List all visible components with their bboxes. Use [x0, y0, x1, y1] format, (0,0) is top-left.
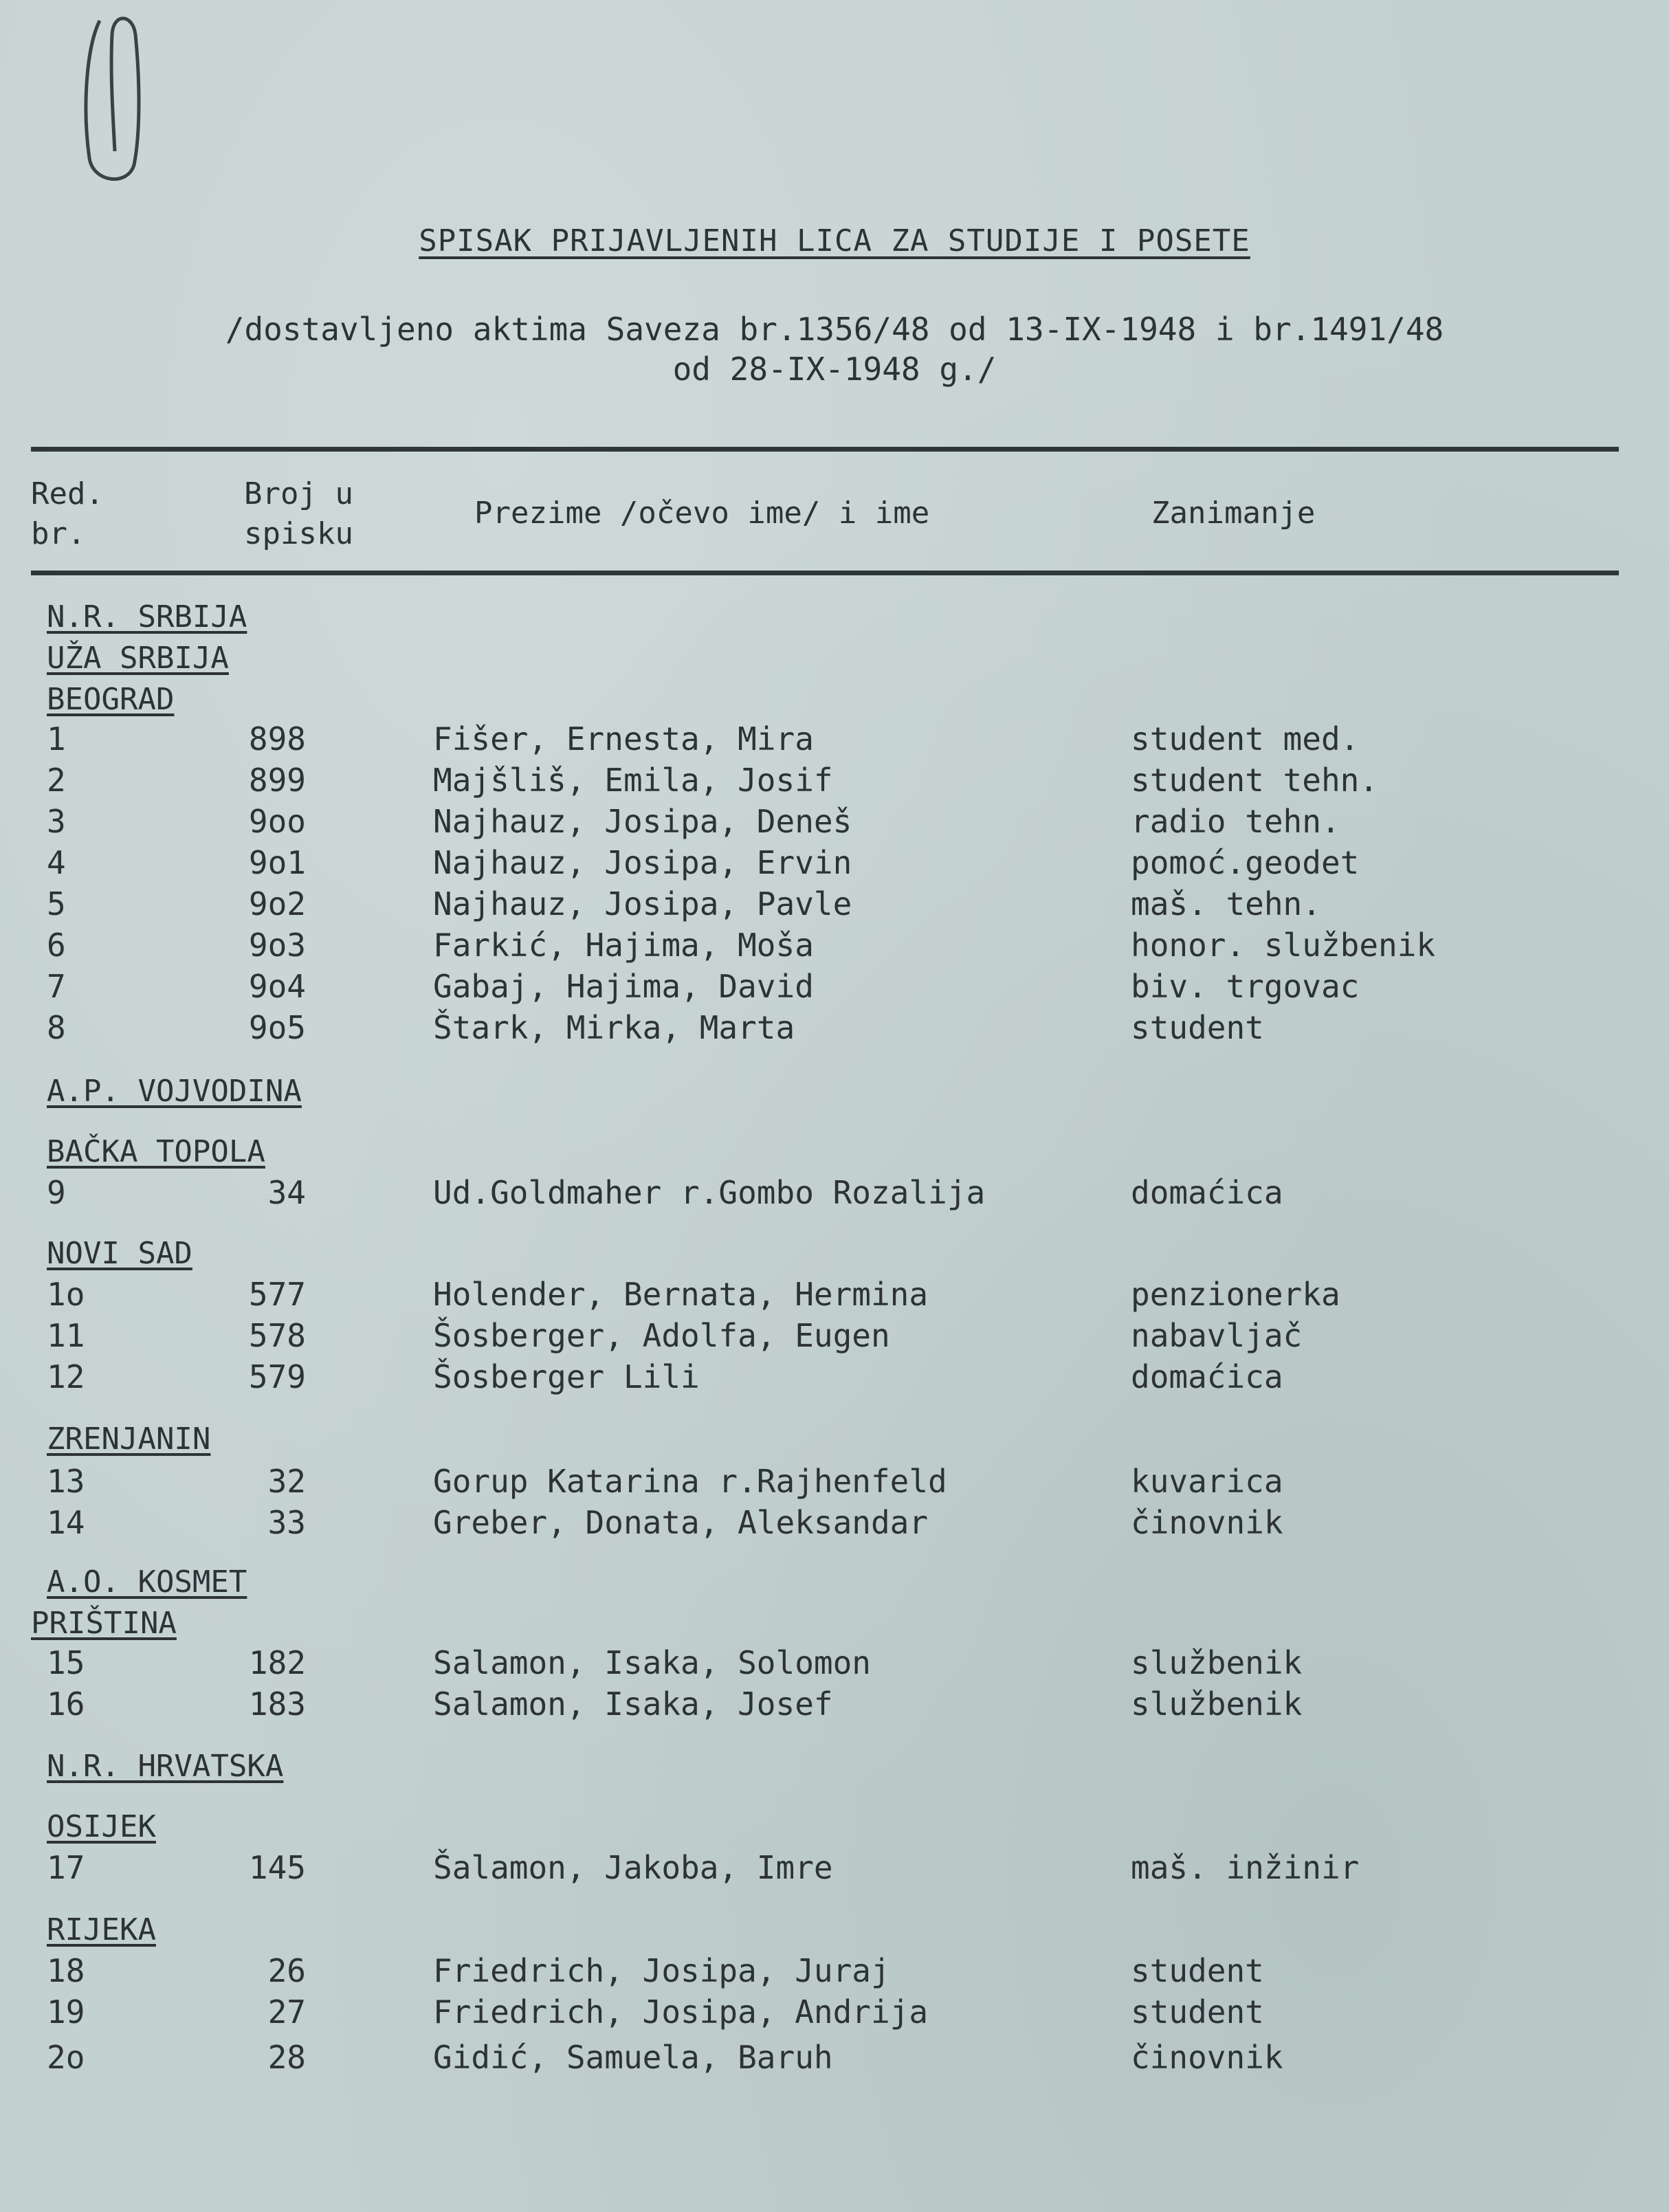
section-zrenjanin: ZRENJANIN	[47, 1422, 211, 1457]
section-pristina: PRIŠTINA	[31, 1606, 177, 1641]
table-row: 4 9o1 Najhauz, Josipa, Ervin pomoć.geodet	[47, 844, 1360, 881]
header-zanimanje: Zanimanje	[1151, 496, 1316, 531]
header-red-br: Red. br.	[31, 476, 104, 551]
table-row: 15 182 Salamon, Isaka, Solomon službenik	[47, 1644, 1303, 1681]
table-top-rule	[31, 447, 1619, 452]
table-row: 1o 577 Holender, Bernata, Hermina penzionerka	[47, 1276, 1340, 1313]
section-ao-kosmet: A.O. KOSMET	[47, 1564, 247, 1600]
section-rijeka: RIJEKA	[47, 1912, 156, 1947]
table-row: 16 183 Salamon, Isaka, Josef službenik	[47, 1685, 1303, 1723]
section-osijek: OSIJEK	[47, 1809, 156, 1844]
table-row: 12 579 Šosberger Lili domaćica	[47, 1358, 1283, 1395]
table-row: 6 9o3 Farkić, Hajima, Moša honor. službenik	[47, 927, 1436, 964]
section-nr-hrvatska: N.R. HRVATSKA	[47, 1749, 284, 1784]
table-row: 19 27 Friedrich, Josipa, Andrija student	[47, 1993, 1264, 2031]
section-novi-sad: NOVI SAD	[47, 1236, 192, 1271]
table-row: 1 898 Fišer, Ernesta, Mira student med.	[47, 720, 1360, 757]
table-row: 18 26 Friedrich, Josipa, Juraj student	[47, 1952, 1264, 1989]
section-nr-srbija: N.R. SRBIJA	[47, 599, 247, 634]
table-row: 17 145 Šalamon, Jakoba, Imre maš. inžinir	[47, 1849, 1360, 1886]
header-prezime: Prezime /očevo ime/ i ime	[474, 496, 930, 531]
table-row: 2 899 Majšliš, Emila, Josif student tehn.	[47, 762, 1379, 799]
section-uza-srbija: UŽA SRBIJA	[47, 641, 229, 676]
document-title: SPISAK PRIJAVLJENIH LICA ZA STUDIJE I POSETE	[419, 223, 1250, 258]
section-beograd: BEOGRAD	[47, 682, 175, 717]
table-row: 3 9oo Najhauz, Josipa, Deneš radio tehn.	[47, 803, 1340, 840]
table-row: 5 9o2 Najhauz, Josipa, Pavle maš. tehn.	[47, 885, 1321, 922]
section-ap-vojvodina: A.P. VOJVODINA	[47, 1074, 302, 1109]
header-broj-u-spisku: Broj u spisku	[244, 476, 353, 551]
document-subtitle-line1: /dostavljeno aktima Saveza br.1356/48 od 13-IX-1948 i br.1491/48	[225, 311, 1444, 348]
table-row: 11 578 Šosberger, Adolfa, Eugen nabavljač	[47, 1317, 1303, 1354]
section-backa-topola: BAČKA TOPOLA	[47, 1134, 265, 1169]
paper-clip-icon	[72, 7, 165, 192]
table-row: 9 34 Ud.Goldmaher r.Gombo Rozalija domaćica	[47, 1174, 1283, 1211]
table-row: 8 9o5 Štark, Mirka, Marta student	[47, 1009, 1264, 1046]
document-subtitle-line2: od 28-IX-1948 g./	[672, 351, 997, 388]
table-row: 14 33 Greber, Donata, Aleksandar činovnik	[47, 1504, 1283, 1541]
table-row: 2o 28 Gidić, Samuela, Baruh činovnik	[47, 2039, 1283, 2076]
table-row: 13 32 Gorup Katarina r.Rajhenfeld kuvarica	[47, 1463, 1283, 1500]
table-header-rule	[31, 571, 1619, 575]
table-row: 7 9o4 Gabaj, Hajima, David biv. trgovac	[47, 968, 1360, 1005]
